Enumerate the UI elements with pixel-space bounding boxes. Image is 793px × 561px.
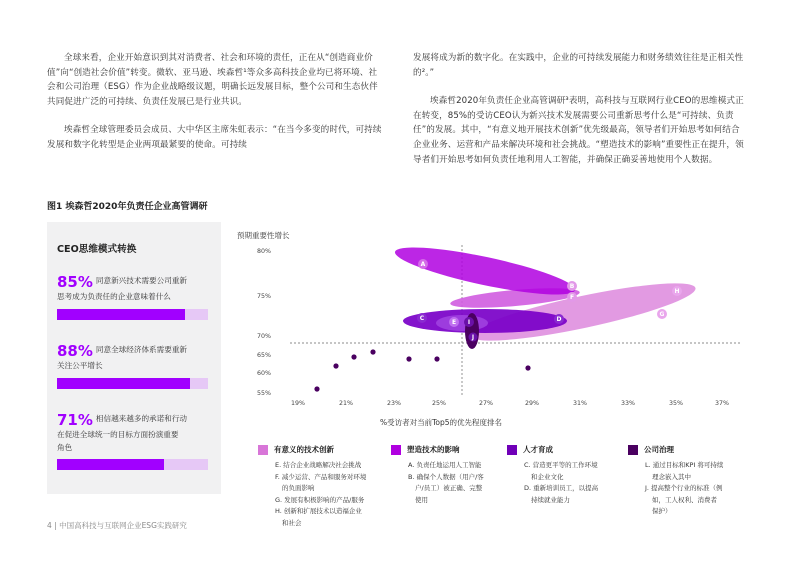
bubble-label-F	[567, 292, 577, 302]
stat-percent: 71%	[57, 411, 93, 429]
stat-desc: 同意全球经济体系需要重新	[95, 345, 188, 354]
paragraph-2: 埃森哲全球管理委员会成员、大中华区主席朱虹表示：“在当今多变的时代，可持续发展和数字化转型是企业两项最紧要的使命。可持续	[47, 125, 382, 150]
label-H: H	[674, 288, 680, 295]
bubble-label-C	[417, 313, 427, 323]
legend-talent	[507, 444, 617, 506]
stat-desc-2: 思考成为负责任的企业意味着什么	[57, 292, 171, 301]
legend-item: 和社会	[282, 518, 302, 527]
legend-swatch	[507, 445, 517, 455]
label-B: B	[569, 283, 575, 290]
bubble-label-B	[567, 281, 577, 291]
label-F: F	[569, 294, 575, 301]
y-tick: 70%	[257, 333, 271, 340]
legend-item: 如，工人权利、消费者	[652, 495, 717, 504]
x-tick: 23%	[387, 400, 401, 407]
legend-item: H. 创新和扩展技术以造福企业	[275, 507, 362, 515]
legend-item: 理念嵌入其中	[652, 472, 691, 481]
legend-title: 有意义的技术创新	[274, 445, 334, 454]
label-A: A	[420, 261, 426, 268]
legend-governance	[628, 444, 748, 518]
x-tick: 25%	[432, 400, 446, 407]
paragraph-1: 全球来看，企业开始意识到其对消费者、社会和环境的责任，正在从“创造商业价值”向“创造社会价值”转变。微软、亚马逊、埃森哲¹等众多高科技企业均已将环境、社会和公司治理（ESG）作为企业战略级议题，明确长远发展目标，整个公司和生态伙伴共同促进广泛的可持续、负责任发展已是行业共识。	[47, 53, 378, 107]
legend-title: 塑造技术的影响	[407, 445, 460, 454]
x-tick: 37%	[715, 400, 729, 407]
bubble-label-D	[554, 314, 564, 324]
legend-swatch	[628, 445, 638, 455]
stat-percent: 85%	[57, 273, 93, 291]
label-E: E	[451, 319, 457, 326]
small-point	[370, 349, 375, 354]
label-J: J	[471, 334, 475, 341]
panel-title: CEO思维模式转换	[57, 244, 137, 255]
legend-item: E. 结合企业战略解决社会挑战	[275, 461, 362, 469]
label-D: D	[556, 316, 562, 323]
legend-shaping	[391, 444, 506, 506]
page-footer: 4 | 中国高科技与互联网企业ESG实践研究	[47, 521, 187, 530]
legend-innovation	[258, 444, 388, 529]
stat-desc-2: 在促进全球统一的目标方面扮演重要	[57, 430, 179, 439]
y-tick: 65%	[257, 352, 271, 359]
y-tick: 60%	[257, 370, 271, 377]
bubble-label-E	[449, 317, 459, 327]
figure-title: 图1 埃森哲2020年负责任企业高管调研	[47, 202, 208, 212]
paragraph-4: 埃森哲2020年负责任企业高管调研³表明，高科技与互联网行业CEO的思维模式正在转变，85%的受访CEO认为新兴技术发展需要公司重新思考什么是“可持续、负责任”的发展。其中，“有意义地开展技术创新”优先级最高，领导者们开始思考如何结合企业业务、运营和产品来解决环境和社会挑战。“塑造技术的影响”重要性正在提升，领导者们开始思考如何负责任地利用人工智能，并确保正确妥善地使用个人数据。	[413, 96, 744, 165]
bubble-label-H	[672, 286, 682, 296]
small-point	[406, 356, 411, 361]
legend-swatch	[391, 445, 401, 455]
legend-item: 和企业文化	[531, 472, 564, 481]
x-tick: 35%	[669, 400, 683, 407]
stat-desc-3: 角色	[57, 442, 73, 452]
legend-title: 公司治理	[644, 445, 674, 454]
legend-item: 户/员工）被正确、完整	[415, 484, 483, 492]
legend-item: C. 营造更平等的工作环境	[524, 461, 598, 469]
chart-x-label: %受访者对当前Top5的优先程度排名	[380, 418, 503, 427]
small-point	[525, 365, 530, 370]
legend-item: B. 确保个人数据（用户/客	[408, 472, 484, 481]
stat-percent: 88%	[57, 342, 93, 360]
legend-item: G. 发展有积极影响的产品/服务	[275, 495, 365, 504]
stat-desc: 相信越来越多的承诺和行动	[95, 414, 188, 423]
stat-desc: 同意新兴技术需要公司重新	[95, 276, 188, 285]
bubble-label-J	[469, 333, 478, 342]
x-tick: 33%	[621, 400, 635, 407]
bubble-label-I	[464, 317, 474, 327]
legend-item: F. 减少运营、产品和服务对环境	[275, 472, 367, 481]
legend-item: 保护）	[652, 507, 672, 515]
y-tick: 55%	[257, 390, 271, 397]
bubble-label-G	[657, 309, 667, 319]
small-point	[351, 354, 356, 359]
small-point	[314, 386, 319, 391]
x-tick: 29%	[525, 400, 539, 407]
label-I: I	[467, 319, 471, 326]
legend-item: 的负面影响	[282, 484, 315, 492]
x-tick: 19%	[291, 400, 305, 407]
small-point	[434, 356, 439, 361]
chart-y-label: 预期重要性增长	[237, 231, 290, 240]
legend-title: 人才育成	[523, 445, 553, 454]
legend-item: 持续就业能力	[531, 495, 570, 504]
x-tick: 27%	[479, 400, 493, 407]
paragraph-3: 发展将成为新的数字化。在实践中，企业的可持续发展能力和财务绩效往往是正相关性的²。”	[413, 53, 744, 78]
stat-desc-2: 关注公平增长	[57, 361, 103, 370]
legend-item: L. 通过目标和KPI 将可持续	[645, 461, 724, 469]
legend-item: J. 提高整个行业的标准（例	[645, 484, 723, 492]
y-tick: 75%	[257, 293, 271, 300]
legend-swatch	[258, 445, 268, 455]
y-tick: 80%	[257, 248, 271, 255]
legend-item: D. 重新培训员工，以提高	[524, 484, 599, 492]
bubble-label-A	[418, 259, 428, 269]
label-G: G	[659, 311, 665, 318]
legend-item: A. 负责任地运用人工智能	[408, 461, 482, 469]
legend-item: 使用	[415, 495, 428, 504]
x-tick: 31%	[573, 400, 587, 407]
bubble-E	[436, 315, 488, 331]
small-point	[333, 363, 338, 368]
label-C: C	[419, 315, 425, 322]
x-tick: 21%	[339, 400, 353, 407]
